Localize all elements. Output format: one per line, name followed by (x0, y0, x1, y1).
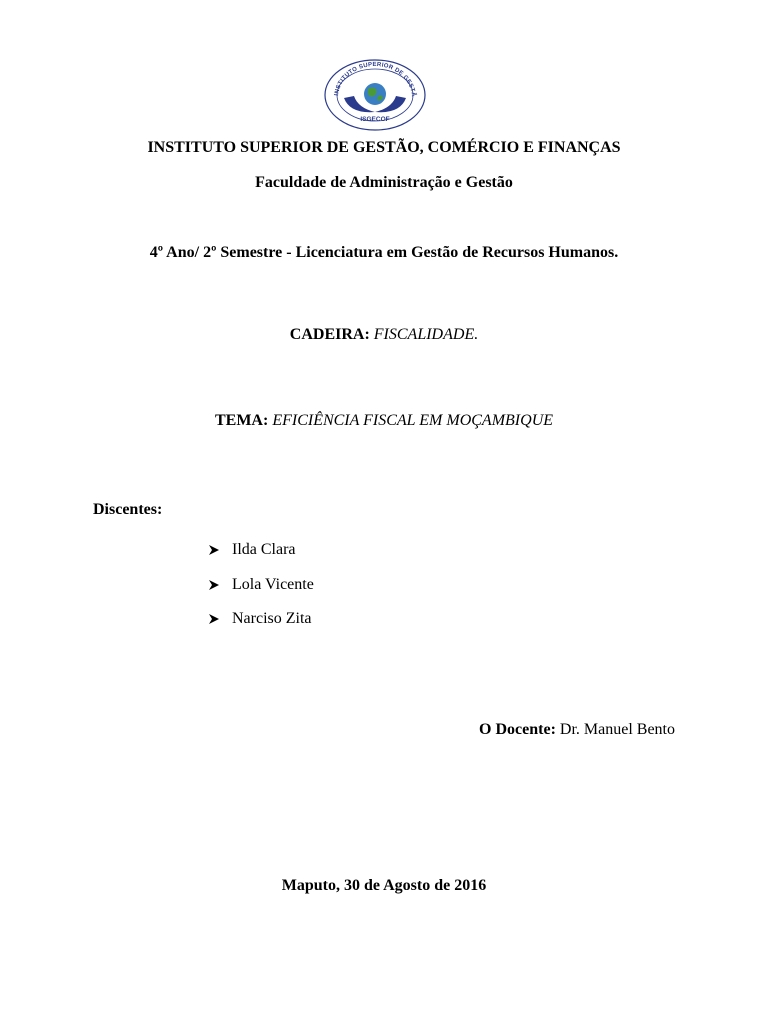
list-item (208, 540, 314, 575)
arrow-bullet-icon (208, 540, 232, 560)
student-name: Lola Vicente (232, 575, 314, 593)
subject-label: CADEIRA: (289, 326, 370, 343)
institute-name: INSTITUTO SUPERIOR DE GESTÃO, COMÉRCIO E FINANÇAS (147, 139, 621, 156)
svg-text:ISGECOF: ISGECOF (360, 116, 390, 123)
student-name: Ilda Clara (232, 541, 296, 558)
topic-line (0, 411, 768, 431)
arrow-bullet-icon (208, 575, 232, 595)
students-list (208, 540, 314, 644)
institute-logo-graphic (320, 58, 430, 132)
place-date: Maputo, 30 de Agosto de 2016 (281, 877, 487, 894)
subject-value: FISCALIDADE. (373, 326, 479, 343)
subject-line (0, 325, 768, 345)
teacher-name: Dr. Manuel Bento (559, 721, 675, 738)
topic-label: TEMA: (214, 412, 269, 429)
arrow-bullet-icon (208, 609, 232, 629)
faculty-name: Faculdade de Administração e Gestão (255, 174, 513, 191)
teacher-line (479, 720, 675, 740)
list-item (208, 609, 314, 644)
student-name: Narciso Zita (232, 610, 312, 627)
year-course: 4º Ano/ 2º Semestre - Licenciatura em Gestão de Recursos Humanos. (149, 244, 619, 261)
list-item (208, 575, 314, 610)
topic-value: EFICIÊNCIA FISCAL EM MOÇAMBIQUE (272, 412, 554, 429)
students-label: Discentes: (93, 501, 163, 518)
svg-text:INSTITUTO SUPERIOR DE GESTÃO,: INSTITUTO SUPERIOR DE GESTÃ (334, 61, 417, 98)
institute-logo (320, 58, 430, 132)
teacher-label: O Docente: (479, 721, 556, 738)
